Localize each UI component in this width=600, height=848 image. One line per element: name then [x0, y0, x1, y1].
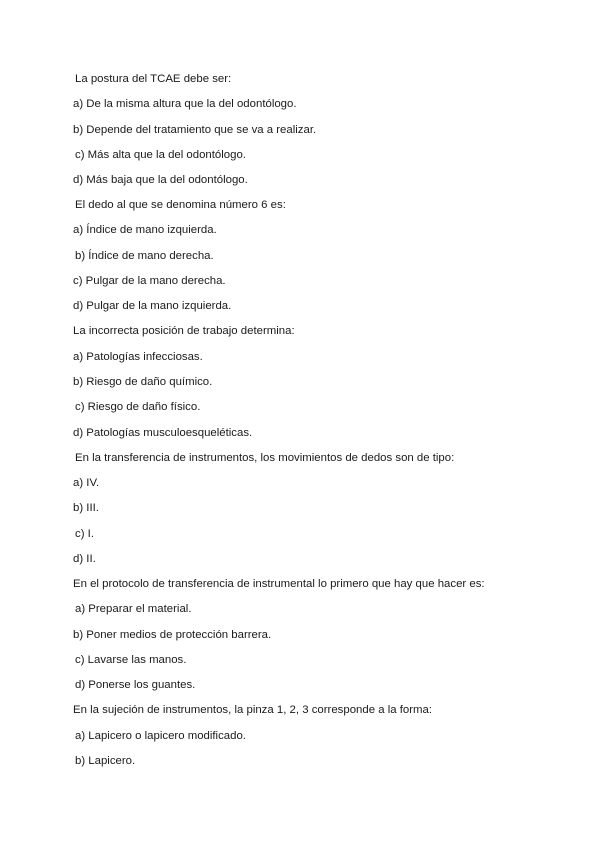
question-6-option-a: a) Lapicero o lapicero modificado. — [75, 730, 246, 742]
question-4-option-a: a) IV. — [73, 477, 100, 489]
question-1-option-c: c) Más alta que la del odontólogo. — [75, 149, 246, 161]
question-5-option-c: c) Lavarse las manos. — [75, 654, 187, 666]
question-5-text: En el protocolo de transferencia de instrumental lo primero que hay que hacer es: — [73, 578, 485, 590]
question-3-option-b: b) Riesgo de daño químico. — [73, 376, 213, 388]
question-2-option-a: a) Índice de mano izquierda. — [73, 224, 217, 236]
question-4-option-d: d) II. — [73, 553, 96, 565]
question-1-text: La postura del TCAE debe ser: — [75, 73, 232, 85]
question-2-option-d: d) Pulgar de la mano izquierda. — [73, 300, 232, 312]
question-1-option-a: a) De la misma altura que la del odontólogo. — [73, 98, 297, 110]
question-4-text: En la transferencia de instrumentos, los movimientos de dedos son de tipo: — [75, 452, 455, 464]
question-5-option-b: b) Poner medios de protección barrera. — [73, 629, 272, 641]
question-3-option-d: d) Patologías musculoesqueléticas. — [73, 427, 253, 439]
question-6-text: En la sujeción de instrumentos, la pinza 1, 2, 3 corresponde a la forma: — [73, 704, 433, 716]
question-5-option-a: a) Preparar el material. — [75, 603, 192, 615]
question-2-option-b: b) Índice de mano derecha. — [75, 250, 214, 262]
question-4-option-c: c) I. — [75, 528, 94, 540]
question-6-option-b: b) Lapicero. — [75, 755, 136, 767]
question-1-option-d: d) Más baja que la del odontólogo. — [73, 174, 248, 186]
question-3-option-c: c) Riesgo de daño físico. — [75, 401, 201, 413]
question-5-option-d: d) Ponerse los guantes. — [75, 679, 196, 691]
question-3-option-a: a) Patologías infecciosas. — [73, 351, 203, 363]
question-4-option-b: b) III. — [73, 502, 99, 514]
question-2-option-c: c) Pulgar de la mano derecha. — [73, 275, 226, 287]
question-3-text: La incorrecta posición de trabajo determina: — [73, 325, 295, 337]
question-2-text: El dedo al que se denomina número 6 es: — [75, 199, 286, 211]
question-1-option-b: b) Depende del tratamiento que se va a realizar. — [73, 124, 317, 136]
